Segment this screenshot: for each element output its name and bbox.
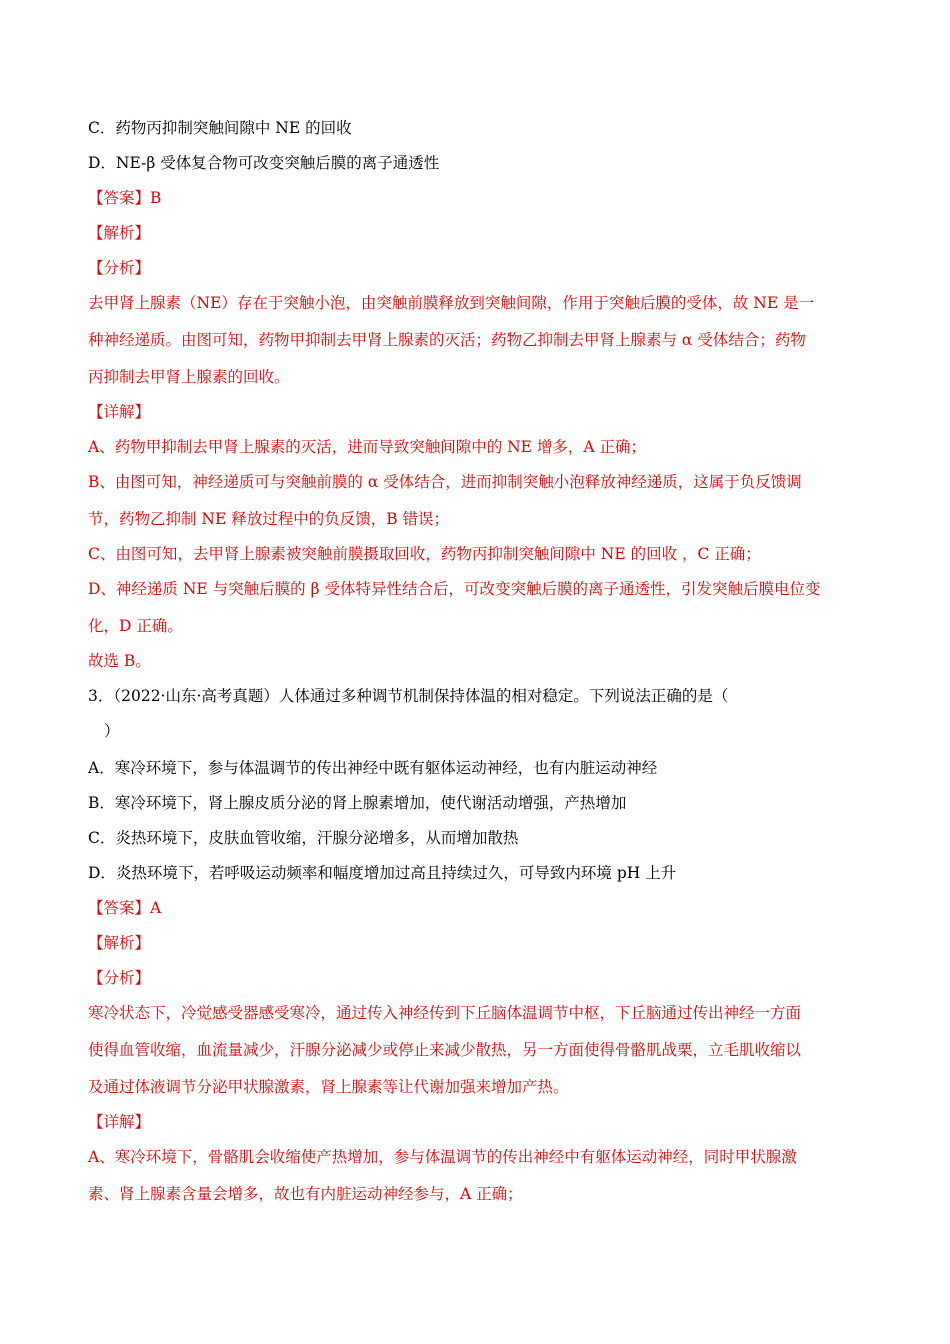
q2-analysis-line: 种神经递质。由图可知，药物甲抑制去甲肾上腺素的灭活；药物乙抑制去甲肾上腺素与 α 受体结合；药物 <box>88 331 806 349</box>
q2-jiexi-heading: 【解析】 <box>88 224 151 242</box>
q3-answer: 【答案】A <box>88 899 162 917</box>
q2-analysis-line: 去甲肾上腺素（NE）存在于突触小泡，由突触前膜释放到突触间隙，作用于突触后膜的受体，故 NE 是一 <box>88 294 815 312</box>
q3-analysis-line: 及通过体液调节分泌甲状腺激素，肾上腺素等让代谢加强来增加产热。 <box>88 1078 569 1096</box>
q3-jiexi-heading: 【解析】 <box>88 934 151 952</box>
q2-detail-line: A、药物甲抑制去甲肾上腺素的灭活，进而导致突触间隙中的 NE 增多，A 正确； <box>88 438 647 456</box>
q3-fenxi-heading: 【分析】 <box>88 969 151 987</box>
q2-option-d: D．NE-β 受体复合物可改变突触后膜的离子通透性 <box>88 154 440 172</box>
q3-option-b: B．寒冷环境下，肾上腺皮质分泌的肾上腺素增加，使代谢活动增强，产热增加 <box>88 794 627 812</box>
q3-option-c: C．炎热环境下，皮肤血管收缩，汗腺分泌增多，从而增加散热 <box>88 829 519 847</box>
q2-fenxi-heading: 【分析】 <box>88 259 151 277</box>
q3-analysis-line: 使得血管收缩，血流量减少，汗腺分泌减少或停止来减少散热，另一方面使得骨骼肌战栗，立毛肌收缩以 <box>88 1041 802 1059</box>
q2-detail-line: C、由图可知，去甲肾上腺素被突触前膜摄取回收，药物丙抑制突触间隙中 NE 的回收 ，C 正确； <box>88 545 761 563</box>
q2-analysis-line: 丙抑制去甲肾上腺素的回收。 <box>88 368 290 386</box>
q2-answer: 【答案】B <box>88 189 162 207</box>
q2-detail-line: 节，药物乙抑制 NE 释放过程中的负反馈，B 错误； <box>88 510 450 528</box>
q3-analysis-line: 寒冷状态下，冷觉感受器感受寒冷，通过传入神经传到下丘脑体温调节中枢，下丘脑通过传出神经一方面 <box>88 1004 802 1022</box>
q2-option-c: C．药物丙抑制突触间隙中 NE 的回收 <box>88 119 352 137</box>
q2-detail-line: 化，D 正确。 <box>88 617 183 635</box>
q3-option-d: D．炎热环境下，若呼吸运动频率和幅度增加过高且持续过久，可导致内环境 pH 上升 <box>88 864 677 882</box>
q2-detail-line: B、由图可知，神经递质可与突触前膜的 α 受体结合，进而抑制突触小泡释放神经递质，这属于负反馈调 <box>88 473 802 491</box>
q3-stem: 3．（2022·山东·高考真题）人体通过多种调节机制保持体温的相对稳定。下列说法正确的是（ <box>88 687 729 705</box>
q3-option-a: A．寒冷环境下，参与体温调节的传出神经中既有躯体运动神经，也有内脏运动神经 <box>88 759 658 777</box>
q3-detail-line: 素、肾上腺素含量会增多，故也有内脏运动神经参与，A 正确； <box>88 1185 523 1203</box>
q2-detail-line: D、神经递质 NE 与突触后膜的 β 受体特异性结合后，可改变突触后膜的离子通透性，引发突触后膜电位变 <box>88 580 821 598</box>
q2-xiangjie-heading: 【详解】 <box>88 403 151 421</box>
q3-detail-line: A、寒冷环境下，骨骼肌会收缩使产热增加，参与体温调节的传出神经中有躯体运动神经，同时甲状腺激 <box>88 1148 797 1166</box>
q3-stem-bracket: ） <box>104 722 120 740</box>
q2-conclusion: 故选 B。 <box>88 652 151 670</box>
q3-xiangjie-heading: 【详解】 <box>88 1113 151 1131</box>
